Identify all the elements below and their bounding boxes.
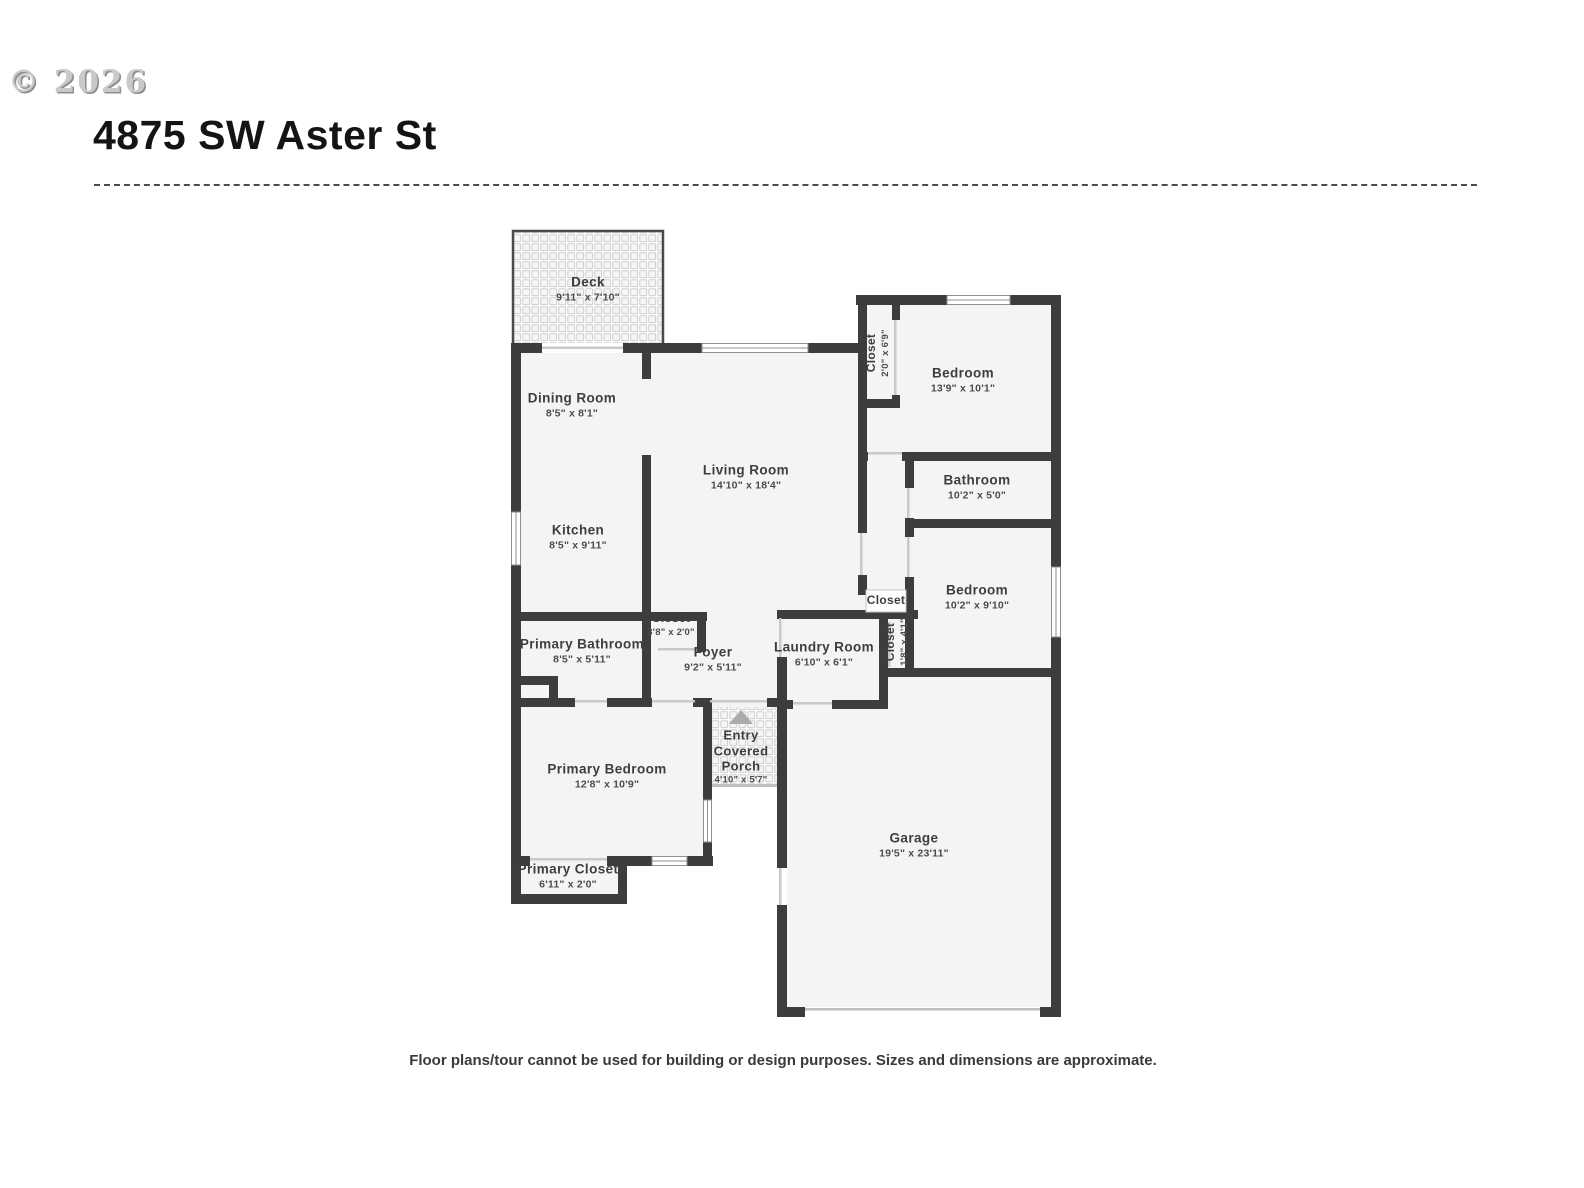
room-label-garage: Garage 19'5" x 23'11": [879, 830, 949, 859]
page-title: 4875 SW Aster St: [93, 112, 437, 158]
room-label-kitchen: Kitchen 8'5" x 9'11": [549, 522, 607, 551]
room-label-deck: Deck 9'11" x 7'10": [556, 274, 620, 303]
room-label-living-room: Living Room 14'10" x 18'4": [702, 462, 790, 491]
room-label-bathroom: Bathroom 10'2" x 5'0": [943, 472, 1011, 501]
room-label-bedroom1: Bedroom 13'9" x 10'1": [930, 365, 996, 394]
copyright-watermark: © 2026: [8, 64, 149, 100]
room-label-bedroom1-closet: Closet 2'0" x 6'9": [864, 329, 891, 377]
room-label-primary-bedroom: Primary Bedroom 12'8" x 10'9": [547, 761, 667, 790]
room-label-primary-bathroom: Primary Bathroom 8'5" x 5'11": [519, 636, 645, 665]
room-label-primary-closet: Primary Closet 6'11" x 2'0": [517, 861, 619, 890]
room-label-foyer-closet: Closet 3'8" x 2'0": [647, 611, 695, 638]
room-label-dining-room: Dining Room 8'5" x 8'1": [527, 390, 617, 419]
room-label-entry-porch: Entry Covered Porch 4'10" x 5'7": [713, 727, 769, 786]
room-label-laundry-room: Laundry Room 6'10" x 6'1": [773, 639, 875, 668]
room-label-hall-closet: Closet: [866, 593, 906, 608]
disclaimer-text: Floor plans/tour cannot be used for building or design purposes. Sizes and dimensions are approximate.: [409, 1052, 1157, 1069]
room-label-foyer: Foyer 9'2" x 5'11": [684, 644, 742, 673]
room-label-bedroom2: Bedroom 10'2" x 9'10": [944, 582, 1010, 611]
room-label-laundry-closet: Closet 1'8" x 4'1": [883, 618, 910, 666]
